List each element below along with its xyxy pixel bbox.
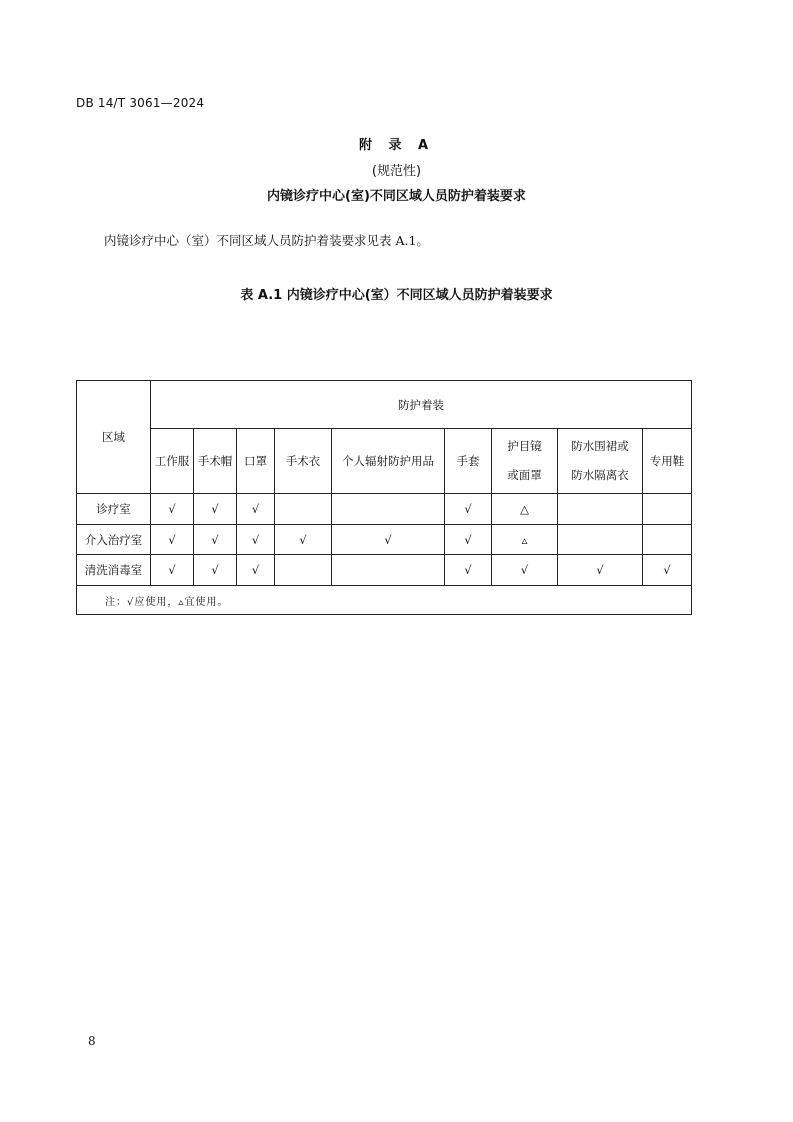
table-cell: √	[194, 494, 237, 525]
column-header: 手术衣	[275, 429, 332, 494]
table-cell: √	[492, 555, 558, 586]
column-header: 工作服	[151, 429, 194, 494]
table-cell	[275, 494, 332, 525]
table-cell: √	[151, 525, 194, 555]
table-cell	[332, 555, 445, 586]
protection-table	[76, 380, 692, 615]
region-cell: 清洗消毒室	[77, 555, 151, 586]
appendix-type: (规范性)	[371, 164, 422, 179]
region-header: 区域	[77, 381, 151, 494]
table-cell: △	[492, 494, 558, 525]
table-row	[77, 555, 692, 586]
region-cell: 诊疗室	[77, 494, 151, 525]
table-cell	[558, 494, 643, 525]
appendix-subject: 内镜诊疗中心(室)不同区域人员防护着装要求	[267, 189, 526, 204]
table-caption: 表 A.1 内镜诊疗中心(室）不同区域人员防护着装要求	[240, 288, 553, 303]
document-code: DB 14/T 3061—2024	[76, 96, 205, 110]
table-cell	[643, 525, 692, 555]
group-header: 防护着装	[151, 381, 692, 429]
table-cell	[332, 494, 445, 525]
table-cell: √	[194, 555, 237, 586]
table-note: 注：√应使用，▵宜使用。	[77, 586, 692, 615]
table-note-row	[77, 586, 692, 615]
table-cell: √	[445, 494, 492, 525]
page-number: 8	[88, 1034, 96, 1048]
table-row	[77, 494, 692, 525]
table-cell: √	[275, 525, 332, 555]
table-header-row-1	[77, 381, 692, 429]
table-cell: √	[237, 555, 275, 586]
table-cell: ▵	[492, 525, 558, 555]
table-cell: √	[151, 555, 194, 586]
table-cell: √	[194, 525, 237, 555]
column-header: 手套	[445, 429, 492, 494]
region-cell: 介入治疗室	[77, 525, 151, 555]
column-header: 口罩	[237, 429, 275, 494]
column-header: 手术帽	[194, 429, 237, 494]
table-cell: √	[332, 525, 445, 555]
table-header-row-2	[77, 429, 692, 494]
column-header: 护目镜 或面罩	[492, 429, 558, 494]
table-cell: √	[237, 494, 275, 525]
table-cell: √	[558, 555, 643, 586]
table-cell: √	[151, 494, 194, 525]
column-header: 专用鞋	[643, 429, 692, 494]
appendix-title: 附 录 A	[358, 138, 435, 153]
table-cell	[275, 555, 332, 586]
table-cell: √	[445, 525, 492, 555]
column-header: 个人辐射防护用品	[332, 429, 445, 494]
table-cell: √	[643, 555, 692, 586]
table-cell	[643, 494, 692, 525]
intro-paragraph: 内镜诊疗中心（室）不同区域人员防护着装要求见表 A.1。	[104, 233, 429, 248]
column-header: 防水围裙或 防水隔离衣	[558, 429, 643, 494]
table-cell: √	[237, 525, 275, 555]
table-cell	[558, 525, 643, 555]
table-cell: √	[445, 555, 492, 586]
table-row	[77, 525, 692, 555]
